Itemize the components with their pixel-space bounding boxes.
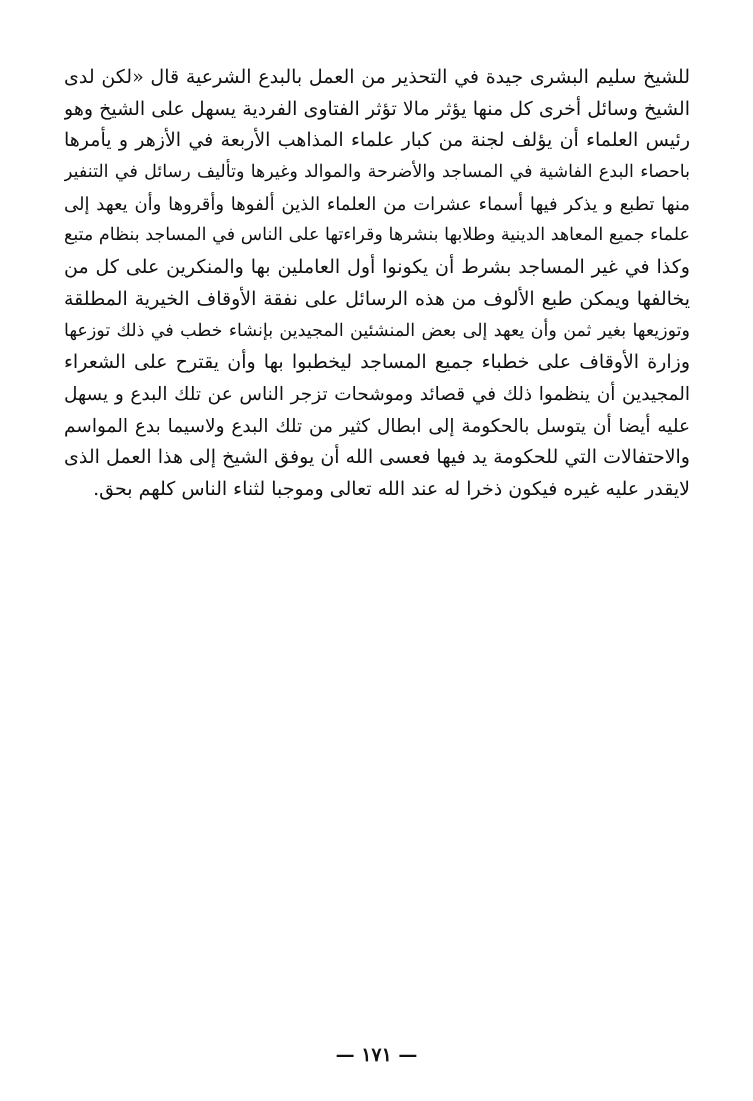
text-line: وكذا في غير المساجد بشرط أن يكونوا أول العاملين بها والمنكرين على كل من <box>64 256 690 279</box>
text-line: لايقدر عليه غيره فيكون ذخرا له عند الله تعالى وموجبا لثناء الناس كلهم بحق. <box>93 477 690 500</box>
text-line: والاحتفالات التي للحكومة يد فيها فعسى الله أن يوفق الشيخ إلى هذا العمل الذى <box>64 446 690 469</box>
text-line: المجيدين أن ينظموا ذلك في قصائد وموشحات تزجر الناس عن تلك البدع و يسهل <box>64 383 690 405</box>
text-line: وتوزيعها بغير ثمن وأن يعهد إلى بعض المنشئين المجيدين بإنشاء خطب في ذلك توزعها <box>64 320 690 341</box>
body-text <box>64 62 690 506</box>
text-line: الشيخ وسائل أخرى كل منها يؤثر مالا تؤثر الفتاوى الفردية يسهل على الشيخ وهو <box>64 97 690 120</box>
text-line: يخالفها ويمكن طبع الألوف من هذه الرسائل على نفقة الأوقاف الخيرية المطلقة <box>64 287 690 310</box>
text-line: رئيس العلماء أن يؤلف لجنة من كبار علماء المذاهب الأربعة في الأزهر و يأمرها <box>64 129 690 152</box>
text-line: منها تطبع و يذكر فيها أسماء عشرات من العلماء الذين ألفوها وأقروها وأن يعهد إلى <box>64 193 690 215</box>
text-line: عليه أيضا أن يتوسل بالحكومة إلى ابطال كثير من تلك البدع ولاسيما بدع المواسم <box>64 415 690 437</box>
text-line: باحصاء البدع الفاشية في المساجد والأضرحة والموالد وغيرها وتأليف رسائل في التنفير <box>64 162 690 183</box>
text-line: للشيخ سليم البشرى جيدة في التحذير من العمل بالبدع الشرعية قال «لكن لدى <box>64 66 690 88</box>
text-line: وزارة الأوقاف على خطباء جميع المساجد ليخطبوا بها وأن يقترح على الشعراء <box>64 351 690 374</box>
text-line: علماء جميع المعاهد الدينية وطلابها بنشرها وقراءتها على الناس في المساجد بنظام متبع <box>64 225 690 246</box>
page-number: — ١٧١ — <box>335 1044 418 1066</box>
